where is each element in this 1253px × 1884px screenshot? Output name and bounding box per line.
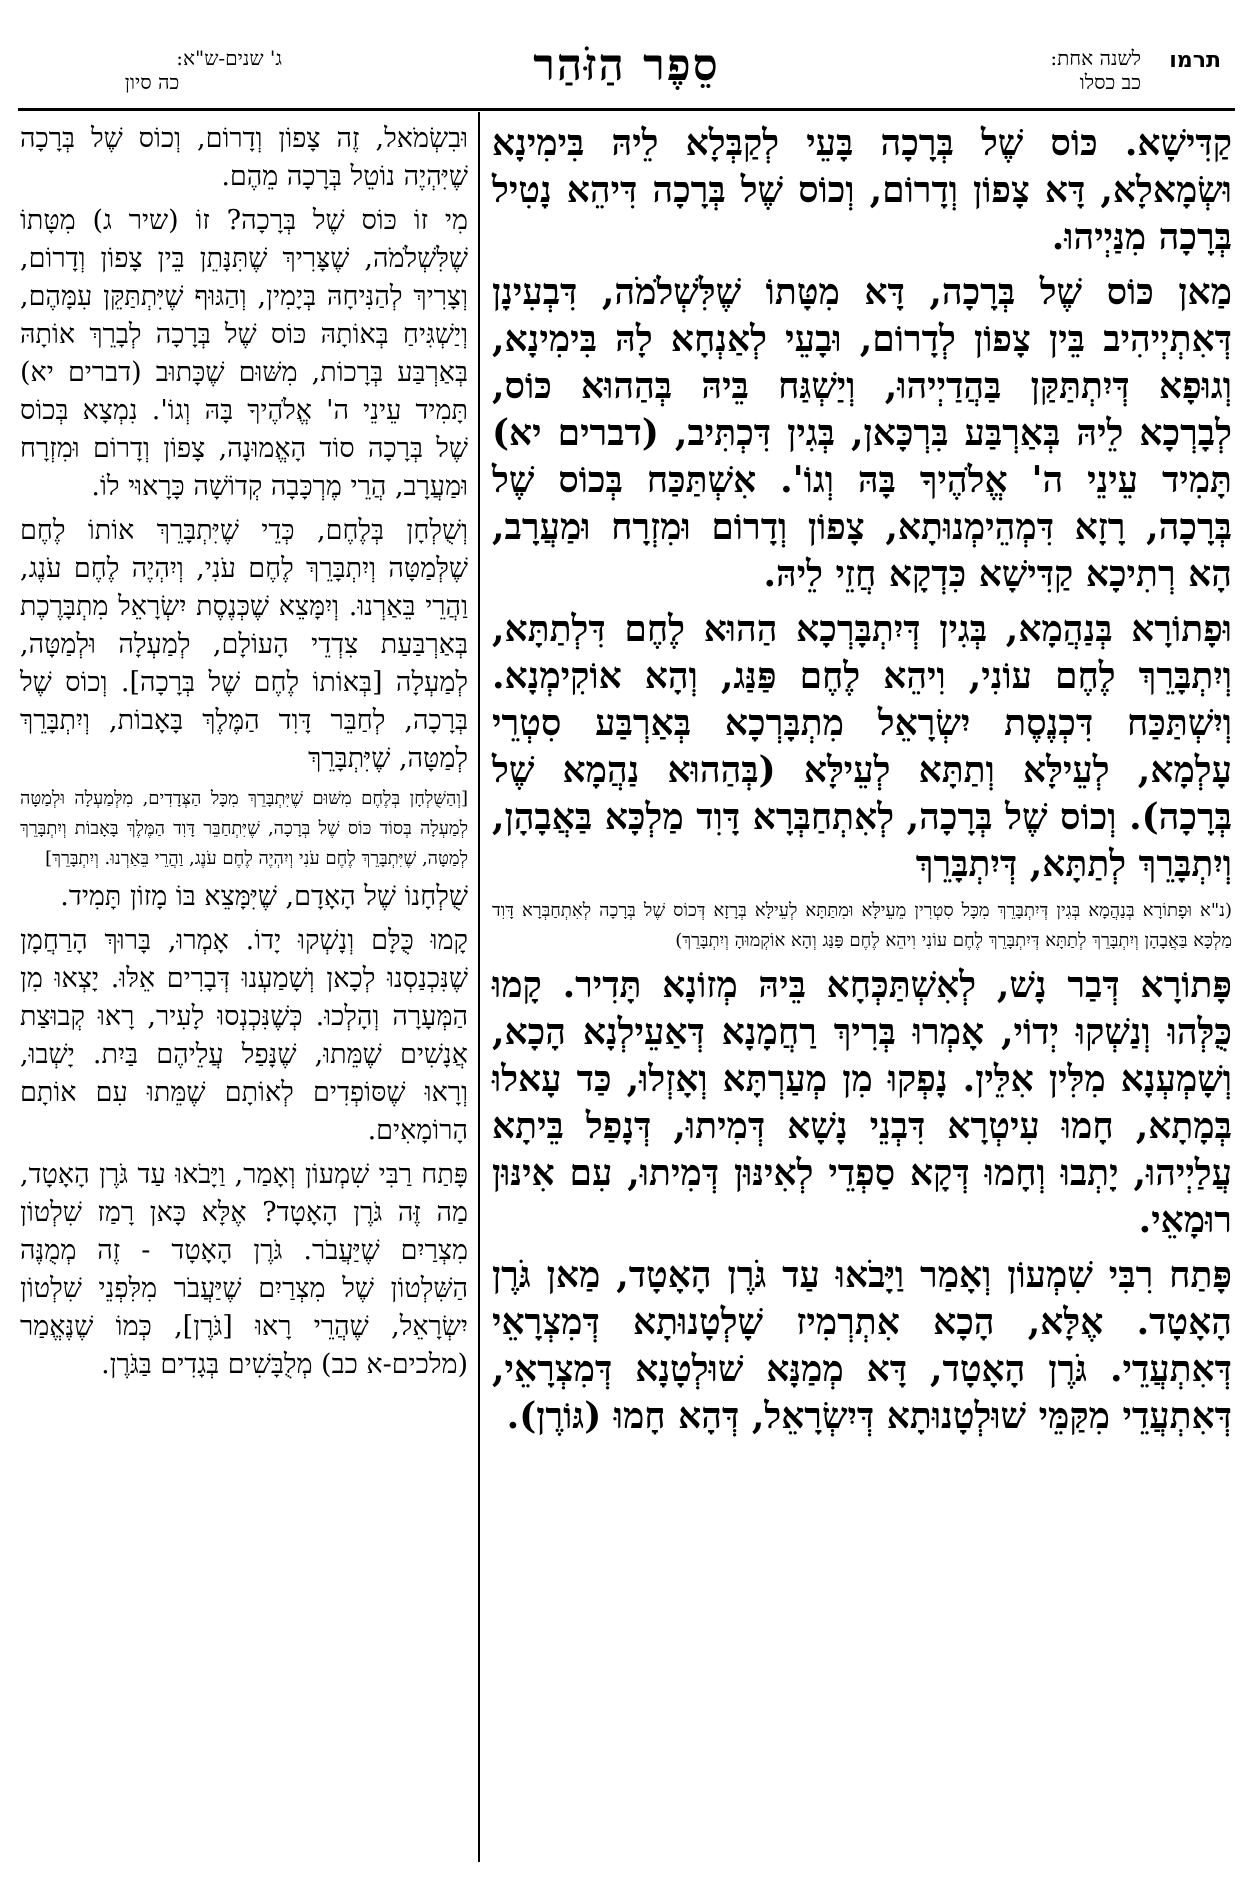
paragraph: שֻׁלְחָנוֹ שֶׁל הָאָדָם, שֶׁיִּמָּצֵא בּוֹ מָזוֹן תָּמִיד. bbox=[60, 881, 468, 912]
page-number: תרמו bbox=[1169, 48, 1221, 73]
variant-note: (נ"א וּפָתוֹרָא בְּנַהֲמָא בְּגִין דְּיִתְבָּרֵךְ מִכָּל סִטְרִין מֵעֵילָּא וּמִתַּתָּא לְעֵילָּא בְּרָזָא דְּכוֹס שֶׁל בְּרָכָה לְאִתְחַבְּרָא דָּוִד מַלְכָּא בַּאֲבָהָן וְיִתְבָּרֵךְ לְתַתָּא דְּיִתְבָּרֵךְ לֶחֶם עוֹנִי וִיהֵא לֶחֶם פַּנַּג וְהָא אוֹקְמוּהָ וְיִתְבָּרֵךְ) bbox=[492, 900, 1232, 951]
paragraph: מִי זוֹ כּוֹס שֶׁל בְּרָכָה? זוֹ (שיר ג) מִטָּתוֹ שֶׁלִּשְׁלֹמֹה, שֶׁצָּרִיךְ שֶׁתִּנָּתֵן בֵּין צָפוֹן וְדָרוֹם, וְצָרִיךְ לְהַנִּיחָהּ בְּיָמִין, וְהַגּוּף שֶׁיִּתְתַּקֵּן עִמָּהֶם, וְיַשְׁגִּיחַ בְּאוֹתָהּ כּוֹס שֶׁל בְּרָכָה לְבָרֵךְ אוֹתָהּ בְּאַרְבַּע בְּרָכוֹת, מִשּׁוּם שֶׁכָּתוּב (דברים יא) תָּמִיד עֵינֵי ה' אֱלֹהֶיךָ בָּהּ וְגוֹ'. נִמְצָא בְּכוֹס שֶׁל בְּרָכָה סוֹד הָאֱמוּנָה, צָפוֹן וְדָרוֹם וּמִזְרָח וּמַעֲרָב, הֲרֵי מֶרְכָּבָה קְדוֹשָׁה כָּרָאוּי לוֹ. bbox=[20, 205, 468, 502]
paragraph: פָּתַח רַבִּי שִׁמְעוֹן וְאָמַר, וַיָּבֹאוּ עַד גֹּרֶן הָאָטָד, מַה זֶּה גֹּרֶן הָאָטָד? אֶלָּא כָּאן רָמַז שִׁלְטוֹן מִצְרַיִם שֶׁיַּעֲבֹר. גֹּרֶן הָאָטָד - זֶה מְמֻנֶּה הַשִּׁלְטוֹן שֶׁל מִצְרַיִם שֶׁיַּעֲבֹר מִלִּפְנֵי שִׁלְטוֹן יִשְׂרָאֵל, שֶׁהֲרֵי רָאוּ [גֹּרֶן], כְּמוֹ שֶׁנֶּאֱמַר (מלכים-א כב) מְלֻבָּשִׁים בְּגָדִים בַּגֹּרֶן. bbox=[20, 1159, 468, 1380]
book-title: סֵפֶר הַזֹּהַר bbox=[533, 40, 720, 91]
cycle-label-left: ג' שנים-ש"א: bbox=[176, 46, 282, 70]
page-header bbox=[0, 0, 1253, 120]
column-divider bbox=[478, 112, 480, 1862]
paragraph: קָמוּ כֻּלָּם וְנָשְׁקוּ יָדוֹ. אָמְרוּ, בָּרוּךְ הָרַחֲמָן שֶׁנִּכְנַסְנוּ לְכָאן וְשָׁמַעְנוּ דְּבָרִים אֵלּוּ. יָצְאוּ מִן הַמְּעָרָה וְהָלְכוּ. כְּשֶׁנִּכְנְסוּ לָעִיר, רָאוּ קְבוּצַת אֲנָשִׁים שֶׁמֵּתוּ, שֶׁנָּפַל עֲלֵיהֶם בַּיִת. יָשְׁבוּ, וְרָאוּ שֶׁסּוֹפְדִים לְאוֹתָם שֶׁמֵּתוּ עִם אוֹתָם הָרוֹמָאִים. bbox=[20, 925, 468, 1146]
paragraph: וּפָתוֹרָא בְּנַהֲמָא, בְּגִין דְּיִתְבָּרְכָא הַהוּא לֶחֶם דִּלְתַתָּא, וְיִתְבָּרֵךְ לֶחֶם עוֹנִי, וִיהֵא לֶחֶם פַּנַּג, וְהָא אוֹקִימְנָא. וְיִשְׁתַּכַּח דִּכְנֶסֶת יִשְׂרָאֵל מִתְבָּרְכָא בְּאַרְבַּע סִטְרֵי עָלְמָא, לְעֵילָּא וְתַתָּא לְעֵילָּא (בְּהַהוּא נַהֲמָא שֶׁל בְּרָכָה). וְכוֹס שֶׁל בְּרָכָה, לְאִתְחַבְּרָא דָּוִד מַלְכָּא בַּאֲבָהָן, וְיִתְבָּרֵךְ לְתַתָּא, דְּיִתְבָּרֵךְ bbox=[492, 608, 1232, 885]
paragraph: וּבִשְׂמֹאל, זֶה צָפוֹן וְדָרוֹם, וְכוֹס שֶׁל בְּרָכָה שֶׁיִּהְיֶה נוֹטֵל בְּרָכָה מֵהֶם. bbox=[20, 123, 468, 192]
paragraph: פָּתוֹרָא דְּבַר נָשׁ, לְאִשְׁתַּכְּחָא בֵּיהּ מְזוֹנָא תָּדִיר. קָמוּ כֻּלְּהוּ וְנַשְׁקוּ יְדוֹי, אָמְרוּ בְּרִיךְ רַחֲמָנָא דְּאַעֵילְנָא הָכָא, וְשָׁמְעְנָא מִלִּין אִלֵּין. נָפְקוּ מִן מְעַרְתָּא וְאָזְלוּ, כַּד עָאלוּ בְּמָתָא, חָמוּ עִיטְרָא דִּבְנֵי נָשָׁא דְּמִיתוּ, דְּנָפַל בֵּיתָא עֲלַיְיהוּ, יָתְבוּ וְחָמוּ דְּקָא סַפְדֵי לְאִינּוּן דְּמִיתוּ, עִם אִינּוּן רוּמָאֵי. bbox=[492, 964, 1233, 1241]
variant-note: [וְהַשֻּׁלְחָן בְּלֶחֶם מִשּׁוּם שֶׁיִּתְבָּרֵךְ מִכָּל הַצְּדָדִים, מִלְּמַעְלָה וּלְמַטָּה לְמַעְלָה בְּסוֹד כּוֹס שֶׁל בְּרָכָה, שֶׁיִּתְחַבֵּר דָּוִד הַמֶּלֶךְ בָּאָבוֹת וְיִתְבָּרֵךְ לְמַטָּה, שֶׁיִּתְבָּרֵךְ לֶחֶם עֹנִי וְיִהְיֶה לֶחֶם עֹנֶג, וַהֲרֵי בֵּאַרְנוּ. וְיִתְבָּרֵךְ] bbox=[20, 788, 468, 869]
paragraph: קַדִּישָׁא. כּוֹס שֶׁל בְּרָכָה בָּעֵי לְקַבְּלָא לֵיהּ בִּימִינָא וּשְׂמָאלָא, דָּא צָפוֹן וְדָרוֹם, וְכוֹס שֶׁל בְּרָכָה דִּיהֵא נָטִיל בְּרָכָה מִנַּיְיהוּ. bbox=[492, 122, 1232, 258]
paragraph: פָּתַח רִבִּי שִׁמְעוֹן וְאָמַר וַיָּבֹאוּ עַד גֹּרֶן הָאָטָד, מַאן גֹּרֶן הָאָטָד. אֶלָּא, הָכָא אִתְרְמִיז שָׁלְטָנוּתָא דְּמִצְרָאֵי דְּאִתְעֲדֵי. גֹּרֶן הָאָטָד, דָּא מְמַנָּא שׁוּלְטָנָא דְּמִצְרָאֵי, דְּאִתְעֲדֵי מִקַּמֵּי שׁוּלְטָנוּתָא דְּיִשְׂרָאֵל, דְּהָא חָמוּ (גּוֹרֶן). bbox=[492, 1254, 1233, 1437]
cycle-label: לשנה אחת: bbox=[1050, 46, 1141, 70]
paragraph: מַאן כּוֹס שֶׁל בְּרָכָה, דָּא מִטָּתוֹ שֶׁלִּשְׁלֹמֹה, דִּבְעִינָן דְּאִתְיְיהִיב בֵּין צָפוֹן לְדָרוֹם, וּבָעֵי לְאַנְחָא לָהּ בִּימִינָא, וְגוּפָא דְּיִתְתַּקַּן בַּהֲדַיְיהוּ, וְיַשְׁגַּח בֵּיהּ בְּהַהוּא כּוֹס, לְבָרְכָא לֵיהּ בְּאַרְבַּע בִּרְכָּאן, בְּגִין דִּכְתִּיב, (דברים יא) תָּמִיד עֵינֵי ה' אֱלֹהֶיךָ בָּהּ וְגוֹ'. אִשְׁתַּכַּח בְּכוֹס שֶׁל בְּרָכָה, רָזָא דִּמְהֵימְנוּתָא, צָפוֹן וְדָרוֹם וּמִזְרָח וּמַעֲרָב, הָא רְתִיכָא קַדִּישָׁא כִּדְקָא חֲזֵי לֵיהּ. bbox=[492, 271, 1232, 595]
header-rule bbox=[18, 108, 1235, 111]
main-column-aramaic bbox=[492, 120, 1232, 1448]
side-column-translation bbox=[20, 120, 468, 1390]
date-right: כב כסלו bbox=[1079, 70, 1141, 94]
paragraph: וְשֻׁלְחָן בְּלֶחֶם, כְּדֵי שֶׁיִּתְבָּרֵךְ אוֹתוֹ לֶחֶם שֶׁלְּמַטָּה וְיִתְבָּרֵךְ לֶחֶם עֹנִי, וְיִהְיֶה לֶחֶם עֹנֶג, וַהֲרֵי בֵּאַרְנוּ. וְיִמָּצֵא שֶׁכְּנֶסֶת יִשְׂרָאֵל מִתְבָּרֶכֶת בְּאַרְבַּעַת צִדְדֵי הָעוֹלָם, לְמַעְלָה וּלְמַטָּה, לְמַעְלָה [בְּאוֹתוֹ לֶחֶם שֶׁל בְּרָכָה]. וְכוֹס שֶׁל בְּרָכָה, לְחַבֵּר דָּוִד הַמֶּלֶךְ בָּאָבוֹת, וְיִתְבָּרֵךְ לְמַטָּה, שֶׁיִּתְבָּרֵךְ bbox=[20, 515, 468, 774]
date-left: כה סיון bbox=[124, 70, 180, 94]
reading-cycle-left bbox=[22, 46, 282, 94]
